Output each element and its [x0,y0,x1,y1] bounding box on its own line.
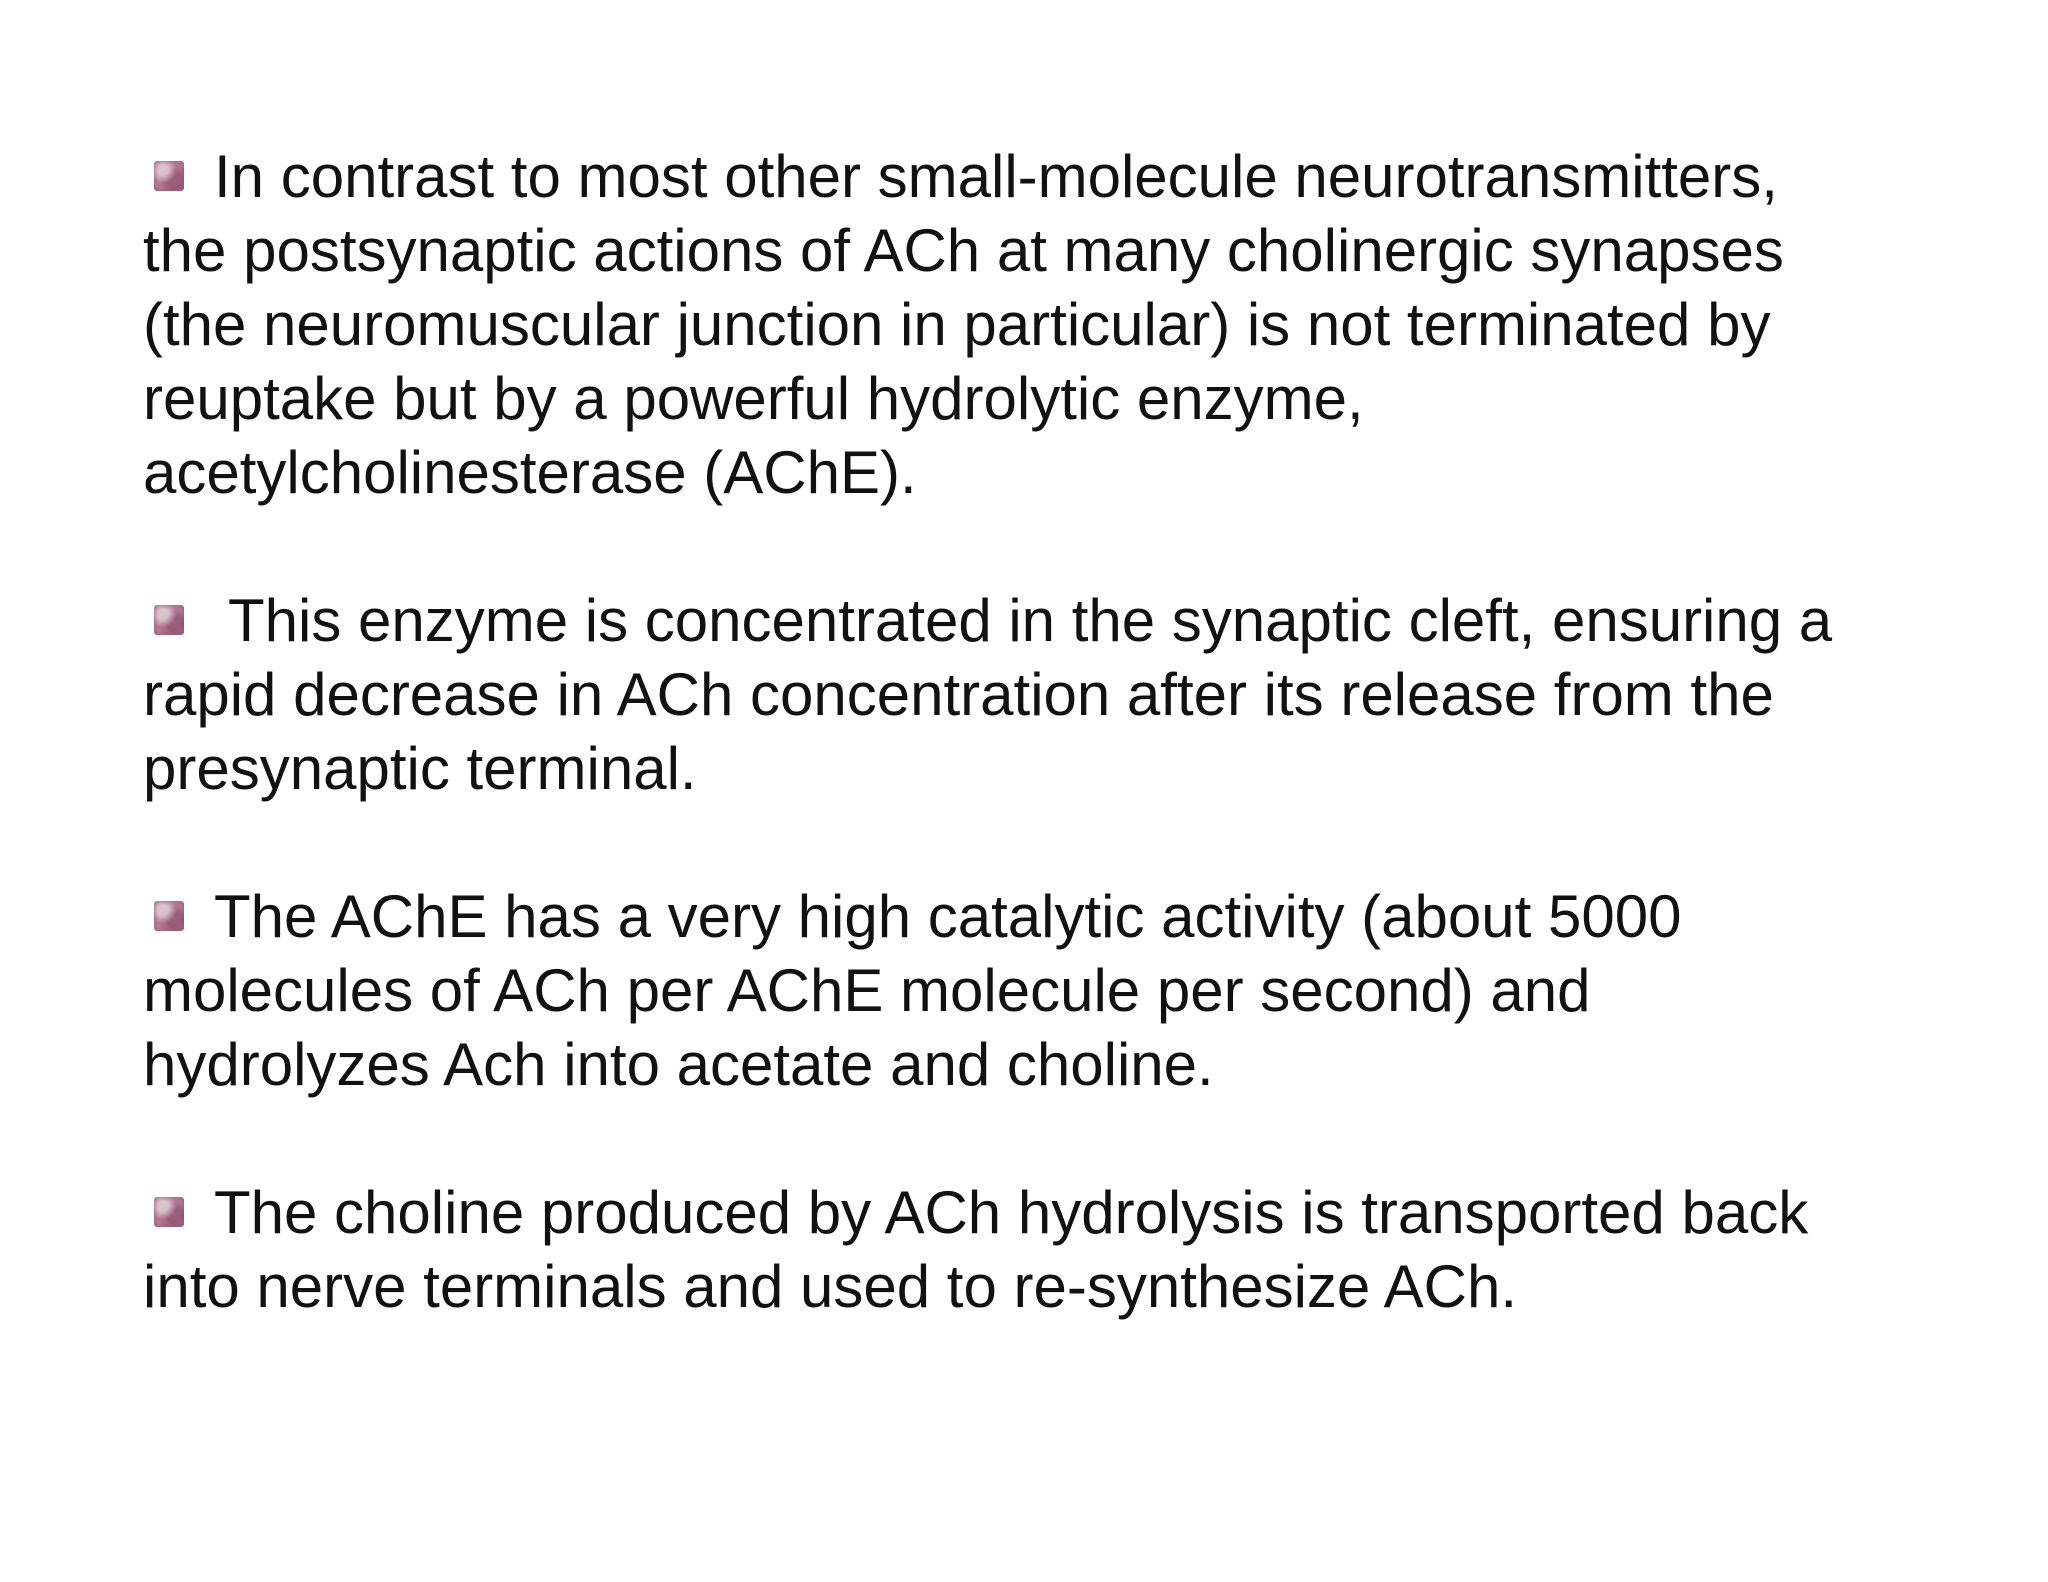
square-bullet-icon [154,1197,184,1227]
bullet-item-1 [143,140,1943,510]
bullet-item-3 [143,880,1943,1102]
bullet-text-1: In contrast to most other small-molecule neurotransmitters, the postsynaptic actions of ACh at many cholinergic synapses (the neuromuscular junction in particular) is not terminated by reuptake but by a powerful hydrolytic enzyme, acetylcholinesterase (AChE). [143,143,1784,506]
bullet-item-4 [143,1176,1943,1324]
square-bullet-icon [154,901,184,931]
bullet-text-4: The choline produced by ACh hydrolysis is transported back into nerve terminals and used to re-synthesize ACh. [143,1179,1809,1320]
bullet-text-2: This enzyme is concentrated in the synaptic cleft, ensuring a rapid decrease in ACh concentration after its release from the presynaptic terminal. [143,587,1833,802]
square-bullet-icon [154,605,184,635]
bullet-text-3: The AChE has a very high catalytic activity (about 5000 molecules of ACh per AChE molecule per second) and hydrolyzes Ach into acetate and choline. [143,883,1682,1098]
bullet-list [143,140,1943,1324]
square-bullet-icon [154,161,184,191]
bullet-item-2 [143,584,1943,806]
